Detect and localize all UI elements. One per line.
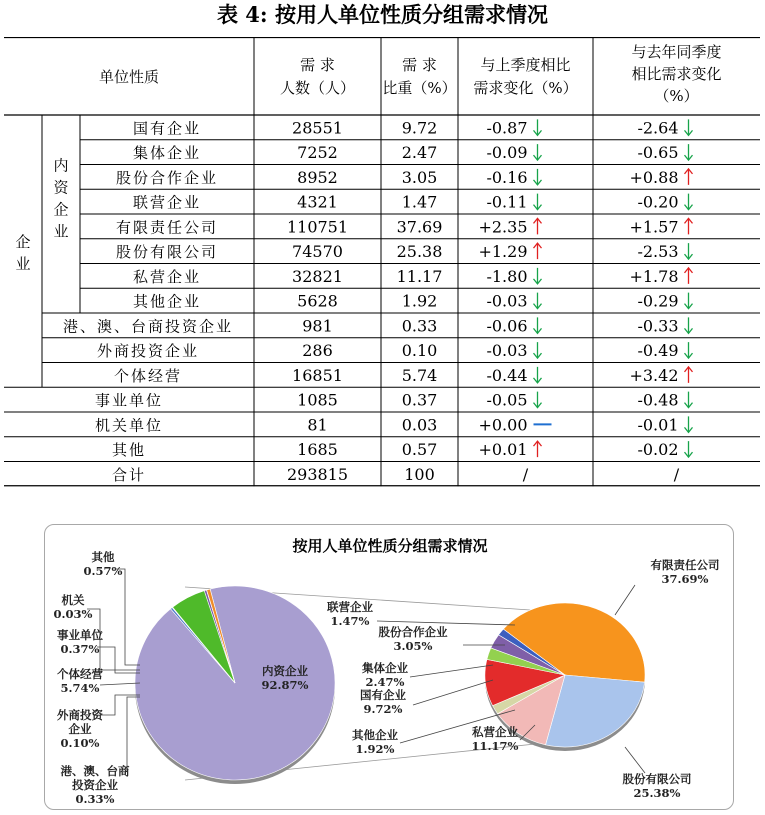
row-unit-name: 外商投资企业	[96, 342, 200, 361]
pie-label: 3.05%	[393, 639, 433, 653]
row-unit-name: 有限责任公司	[115, 218, 219, 237]
pie-label: 国有企业	[360, 688, 406, 702]
row-yoy-change: +0.88	[629, 167, 679, 187]
demand-table-grid	[4, 37, 760, 492]
pie-label: 企业	[68, 722, 92, 736]
row-qoq-change: /	[522, 464, 529, 484]
trend-up-icon	[685, 367, 693, 383]
trend-down-icon	[534, 293, 542, 309]
pie-label: 事业单位	[57, 628, 103, 642]
pie-leader-line	[100, 683, 140, 685]
row-unit-name: 其他	[111, 441, 147, 460]
header-unit-type: 单位性质	[98, 68, 160, 86]
pie-leader-line	[625, 747, 645, 773]
row-qoq-change: +1.29	[478, 242, 528, 262]
pie-label: 港、澳、台商	[60, 764, 130, 778]
pie-label: 0.57%	[83, 564, 123, 578]
pie-leader-line	[413, 680, 493, 705]
header-yoy-change: （%）	[654, 87, 699, 105]
row-qoq-change: -0.05	[486, 390, 528, 410]
trend-down-icon	[534, 392, 542, 408]
row-unit-name: 合计	[111, 465, 147, 484]
trend-down-icon	[534, 144, 542, 160]
row-demand-share: 0.33	[401, 316, 438, 336]
pie-leader-line	[410, 665, 493, 677]
pie-label: 1.47%	[330, 614, 370, 628]
row-demand-share: 5.74	[401, 365, 438, 385]
row-demand-count: 4321	[297, 192, 338, 212]
pie-label: 5.74%	[60, 681, 100, 695]
trend-down-icon	[685, 144, 693, 160]
row-yoy-change: +3.42	[629, 365, 679, 385]
row-demand-share: 25.38	[396, 242, 443, 262]
row-demand-count: 7252	[297, 143, 338, 163]
row-demand-count: 28551	[292, 118, 343, 138]
row-demand-share: 0.03	[401, 415, 438, 435]
pie-label: 股份合作企业	[378, 625, 448, 639]
row-qoq-change: +0.00	[478, 415, 528, 435]
pie-label: 9.72%	[363, 702, 403, 716]
pie-label: 投资企业	[72, 778, 118, 792]
trend-down-icon	[534, 194, 542, 210]
pie-label: 机关	[61, 593, 85, 607]
row-demand-count: 8952	[297, 167, 338, 187]
row-qoq-change: -0.87	[486, 118, 528, 138]
pie-label: 25.38%	[633, 786, 681, 800]
chart-title: 按用人单位性质分组需求情况	[292, 537, 488, 555]
pie-chart-panel	[44, 524, 734, 810]
row-qoq-change: -0.03	[486, 341, 528, 361]
demand-table	[4, 37, 760, 492]
row-unit-name: 私营企业	[132, 267, 202, 286]
header-yoy-change: 相比需求变化	[631, 65, 722, 83]
row-demand-count: 1085	[297, 390, 338, 410]
pie-label: 92.87%	[261, 678, 309, 692]
row-qoq-change: -0.11	[486, 192, 528, 212]
row-demand-share: 3.05	[401, 167, 438, 187]
trend-down-icon	[685, 342, 693, 358]
pie-label: 集体企业	[362, 661, 408, 675]
trend-up-icon	[685, 218, 693, 234]
trend-down-icon	[685, 119, 693, 135]
trend-down-icon	[685, 441, 693, 457]
row-yoy-change: -0.29	[637, 291, 679, 311]
row-demand-count: 981	[302, 316, 333, 336]
header-yoy-change: 与去年同季度	[631, 43, 722, 61]
pie-label: 联营企业	[327, 600, 373, 614]
row-demand-count: 81	[307, 415, 328, 435]
row-qoq-change: +0.01	[478, 440, 528, 460]
pie-label: 外商投资	[57, 708, 103, 722]
row-unit-name: 机关单位	[94, 416, 164, 435]
row-yoy-change: -0.20	[637, 192, 679, 212]
pie-label: 私营企业	[472, 725, 518, 739]
group-label-domestic: 企	[53, 200, 69, 219]
page-title: 表 4: 按用人单位性质分组需求情况	[217, 2, 548, 27]
row-demand-count: 1685	[297, 440, 338, 460]
pie-label: 2.47%	[365, 675, 405, 689]
row-demand-share: 11.17	[396, 266, 443, 286]
row-demand-share: 100	[404, 464, 435, 484]
trend-down-icon	[685, 293, 693, 309]
row-qoq-change: -0.03	[486, 291, 528, 311]
row-unit-name: 联营企业	[132, 193, 202, 212]
row-yoy-change: -0.49	[637, 341, 679, 361]
group-label-domestic: 业	[53, 222, 69, 241]
trend-down-icon	[685, 392, 693, 408]
group-label-enterprise: 业	[15, 255, 31, 274]
row-demand-share: 0.10	[401, 341, 438, 361]
trend-down-icon	[534, 317, 542, 333]
row-yoy-change: -0.65	[637, 143, 679, 163]
group-label-domestic: 内	[53, 156, 69, 175]
pie-leader-line	[100, 695, 140, 715]
pie-label: 0.33%	[75, 792, 115, 806]
trend-down-icon	[534, 119, 542, 135]
row-unit-name: 个体经营	[113, 366, 183, 385]
row-yoy-change: -2.53	[637, 242, 679, 262]
pie-label: 有限责任公司	[650, 558, 720, 572]
pie-label: 个体经营	[57, 667, 103, 681]
trend-up-icon	[685, 268, 693, 284]
row-demand-share: 9.72	[401, 118, 438, 138]
header-demand-count: 需 求	[300, 56, 335, 74]
trend-up-icon	[534, 441, 542, 457]
row-demand-share: 2.47	[401, 143, 438, 163]
pie-label: 内资企业	[262, 664, 308, 678]
row-demand-count: 110751	[286, 217, 349, 237]
pie-label: 0.03%	[53, 607, 93, 621]
header-demand-share: 比重（%）	[382, 79, 457, 97]
trend-down-icon	[534, 268, 542, 284]
row-yoy-change: /	[673, 464, 680, 484]
row-demand-count: 286	[302, 341, 333, 361]
group-label-domestic: 资	[53, 178, 69, 197]
trend-down-icon	[685, 416, 693, 432]
pie-leader-line	[615, 585, 635, 615]
header-demand-count: 人数（人）	[279, 79, 356, 97]
pie-chart	[45, 525, 735, 811]
row-demand-count: 293815	[286, 464, 349, 484]
row-unit-name: 集体企业	[132, 144, 202, 163]
pie-label: 股份有限公司	[622, 772, 692, 786]
trend-down-icon	[534, 169, 542, 185]
row-qoq-change: -0.06	[486, 316, 528, 336]
pie-label: 0.37%	[60, 642, 100, 656]
row-qoq-change: -0.09	[486, 143, 528, 163]
row-unit-name: 其他企业	[132, 292, 202, 311]
row-demand-share: 0.57	[401, 440, 438, 460]
row-qoq-change: -1.80	[486, 266, 528, 286]
row-yoy-change: -0.01	[637, 415, 679, 435]
row-demand-count: 32821	[292, 266, 343, 286]
row-unit-name: 港、澳、台商投资企业	[62, 317, 234, 336]
row-qoq-change: -0.44	[486, 365, 528, 385]
pie-label: 11.17%	[471, 739, 519, 753]
pie-label: 其他	[91, 550, 115, 564]
pie-label: 其他企业	[352, 728, 398, 742]
trend-down-icon	[685, 317, 693, 333]
row-unit-name: 股份合作企业	[115, 168, 219, 187]
pie-leader-line	[115, 569, 140, 665]
row-demand-count: 16851	[292, 365, 343, 385]
row-unit-name: 事业单位	[94, 391, 164, 410]
row-demand-share: 1.47	[401, 192, 438, 212]
row-demand-share: 37.69	[396, 217, 443, 237]
row-yoy-change: -0.48	[637, 390, 679, 410]
trend-down-icon	[534, 367, 542, 383]
pie-label: 0.10%	[60, 736, 100, 750]
row-yoy-change: +1.78	[629, 266, 679, 286]
trend-up-icon	[534, 243, 542, 259]
row-unit-name: 国有企业	[132, 119, 202, 138]
trend-down-icon	[685, 243, 693, 259]
row-demand-count: 5628	[297, 291, 338, 311]
row-demand-share: 1.92	[401, 291, 438, 311]
row-yoy-change: +1.57	[629, 217, 679, 237]
group-label-enterprise: 企	[15, 233, 31, 252]
pie-label: 37.69%	[661, 572, 709, 586]
row-demand-count: 74570	[292, 242, 343, 262]
pie-label: 1.92%	[355, 742, 395, 756]
pie-leader-line	[97, 647, 140, 673]
row-yoy-change: -0.33	[637, 316, 679, 336]
trend-up-icon	[685, 169, 693, 185]
trend-up-icon	[534, 218, 542, 234]
row-yoy-change: -0.02	[637, 440, 679, 460]
header-qoq-change: 需求变化（%）	[473, 79, 578, 97]
row-qoq-change: -0.16	[486, 167, 528, 187]
trend-down-icon	[685, 194, 693, 210]
row-yoy-change: -2.64	[637, 118, 679, 138]
trend-down-icon	[534, 342, 542, 358]
header-demand-share: 需 求	[402, 56, 437, 74]
row-demand-share: 0.37	[401, 390, 438, 410]
header-qoq-change: 与上季度相比	[480, 56, 571, 74]
row-qoq-change: +2.35	[478, 217, 528, 237]
row-unit-name: 股份有限公司	[115, 243, 219, 262]
